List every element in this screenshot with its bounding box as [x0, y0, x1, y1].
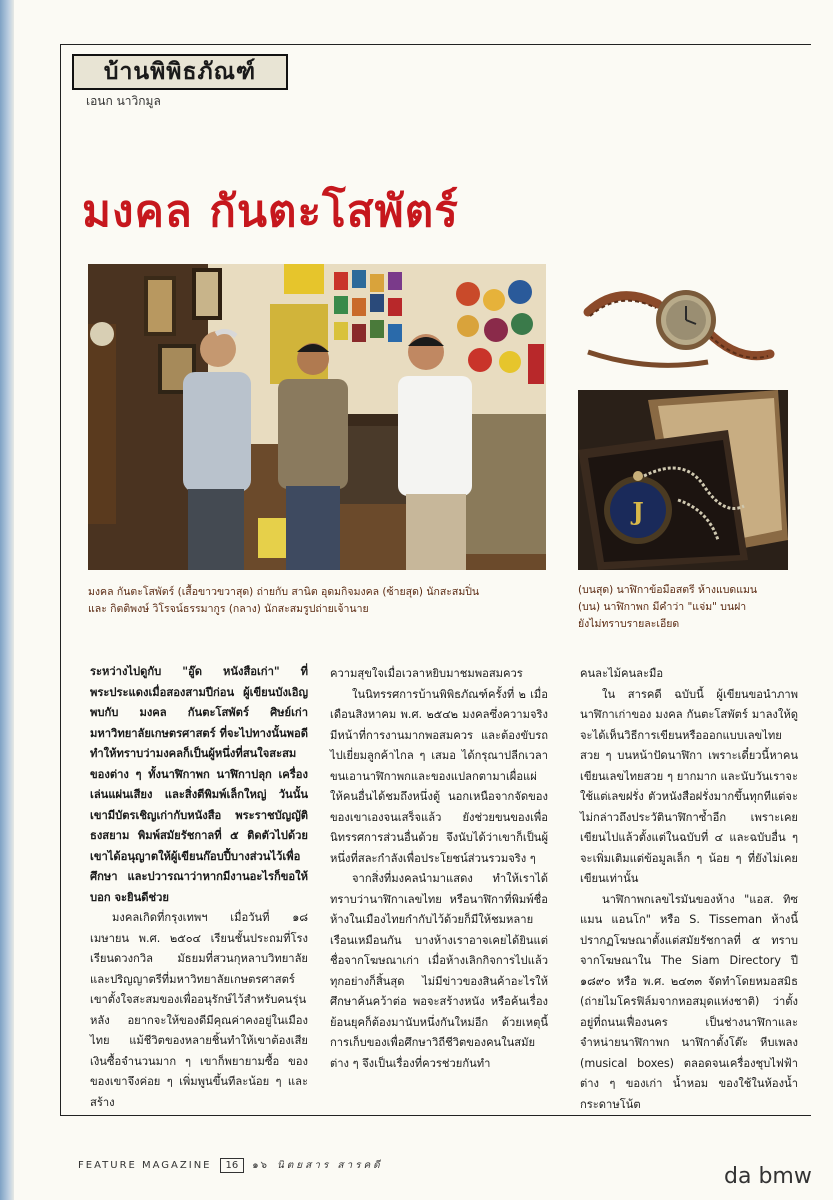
- caption-line: (บนสุด) นาฬิกาข้อมือสตรี ห้างแบดแมน: [578, 584, 758, 596]
- article-headline: มงคล กันตะโสพัตร์: [82, 186, 459, 237]
- article-column-3: [580, 664, 798, 1115]
- paragraph: มงคลเกิดที่กรุงเทพฯ เมื่อวันที่ ๑๘ เมษายน พ.ศ. ๒๕๐๔ เรียนชั้นประถมที่โรงเรียนดวงกวิล มัธยมที่สวนกุหลาบวิทยาลัย และปริญญาตรีที่มหาวิทยาลัยเกษตรศาสตร์ เขาตั้งใจสะสมของเพื่ออนุรักษ์ไว้สำหรับคนรุ่นหลัง อยากจะให้ของดีมีคุณค่าคงอยู่ในเมืองไทย แม้ชีวิตของหลายชิ้นทำให้เขาต้องเสียเงินซื้อจำนวนมาก ๆ เขาก็พยายามซื้อ ของของเขาจึงค่อย ๆ เพิ่มพูนขึ้นทีละน้อย ๆ และสร้าง: [90, 911, 308, 1109]
- paragraph: คนละไม้คนละมือ: [580, 667, 664, 680]
- paragraph: นาฬิกาพกเลขไรมันของห้าง "แอส. ทิซแมน แอนโก" หรือ S. Tisseman ห้างนี้ปรากฏโฆษณาตั้งแต่สมัยรัชกาลที่ ๕ ทราบจากโฆษณาใน The Siam Directory ปี ๑๘๙๐ หรือ พ.ศ. ๒๔๓๓ จัดทำโดยหมอสมิธ (ถ่ายไมโครฟิล์มจากหอสมุดแห่งชาติ) ว่าตั้งอยู่ที่ถนนเฟื่องนคร เป็นช่างนาฬิกาและจำหน่ายนาฬิกาพก นาฬิกาตั้งโต๊ะ หีบเพลง (musical boxes) ตลอดจนเครื่องชุบไฟฟ้าต่าง ๆ ของเก่า น้ำหอม ของใช้ในห้องน้ำ กระดาษโน้ต: [580, 892, 798, 1111]
- paragraph: ใน สารคดี ฉบับนี้ ผู้เขียนขอนำภาพนาฬิกาเก่าของ มงคล กันตะโสพัตร์ มาลงให้ดู จะได้เห็นวิธีการเขียนหรือออกแบบเลขไทยสวย ๆ บนหน้าปัดนาฬิกา เพราะเดี๋ยวนี้หาคนเขียนเลขไทยสวย ๆ ยากมาก และนับวันเราจะใช้แต่เลขฝรั่ง ตัวหนังสือฝรั่งมากขึ้นทุกทีแต่จะไม่กล่าวถึงประวัตินาฬิกาซ้ำอีก เพราะเคยเขียนไปแล้วตั้งแต่ในฉบับที่ ๔ และฉบับอื่น ๆ จะเพิ่มเติมแต่ข้อมูลเล็ก ๆ น้อย ๆ ที่ยังไม่เคยเขียนเท่านั้น: [580, 687, 798, 885]
- paragraph: จากสิ่งที่มงคลนำมาแสดง ทำให้เราได้ทราบว่านาฬิกาเลขไทย หรือนาฬิกาที่พิมพ์ชื่อห้างในเมืองไทยกำกับไว้ด้วยก็มีให้ชมหลายเรือนเหมือนกัน บางห้างเราอาจเคยได้ยินแต่ชื่อจากโฆษณาเก่า เมื่อห้างเลิกกิจการไปแล้วทุกอย่างก็สิ้นสุด ไม่มีข่าวของสินค้าอะไรให้ศึกษาค้นคว้าต่อ พอจะสร้างหนัง หรือค้นเรื่องย้อนยุคก็ต้องมานับหนึ่งกันใหม่อีก ด้วยเหตุนี้การเก็บของเพื่อศึกษาวิถีชีวิตของคนในสมัยต่าง ๆ จึงเป็นเรื่องที่ควรช่วยกันทำ: [330, 872, 548, 1070]
- page-number: 16: [220, 1158, 245, 1173]
- author-byline: เอนก นาวิกมูล: [86, 94, 161, 108]
- caption-line: และ กิตติพงษ์ วิโรจน์ธรรมากูร (กลาง) นักสะสมรูปถ่ายเจ้านาย: [88, 603, 369, 615]
- caption-line: ยังไม่ทราบรายละเอียด: [578, 618, 680, 630]
- section-label: บ้านพิพิธภัณฑ์: [72, 54, 288, 90]
- caption-line: มงคล กันตะโสพัตร์ (เสื้อขาวขวาสุด) ถ่ายกับ สานิต อุดมกิจมงคล (ซ้ายสุด) นักสะสมปิ่น: [88, 586, 480, 598]
- footer-magazine-label: FEATURE MAGAZINE: [78, 1160, 212, 1171]
- page-footer: [78, 1158, 383, 1173]
- page-number-thai: ๑๖: [252, 1160, 269, 1171]
- watermark-text: da bmw: [724, 1164, 812, 1189]
- article-column-2: [330, 664, 548, 1074]
- watch-photo-caption: [578, 582, 798, 633]
- paragraph: ระหว่างไปดูกับ "อู๊ด หนังสือเก่า" ที่พระประแดงเมื่อสองสามปีก่อน ผู้เขียนบังเอิญพบกับ มงคล กันตะโสพัตร์ ศิษย์เก่ามหาวิทยาลัยเกษตรศาสตร์ ที่จะไปทางนั้นพอดี ทำให้ทราบว่ามงคลก็เป็นผู้หนึ่งที่สนใจสะสมของต่าง ๆ ทั้งนาฬิกาพก นาฬิกาปลุก เครื่องเล่นแผ่นเสียง และสิ่งตีพิมพ์เล็กใหญ่ วันนั้นเขามีบัตรเชิญเก่ากับหนังสือ พระราชบัญญัติธงสยาม พิมพ์สมัยรัชกาลที่ ๕ ติดตัวไปด้วย เขาได้อนุญาตให้ผู้เขียนก๊อบปี้บางส่วนไว้เพื่อศึกษา และปวารณาว่าหากมีงานอะไรก็ขอให้บอก จะยินดีช่วย: [90, 665, 309, 904]
- svg-text:J: J: [632, 497, 644, 526]
- footer-magazine-name: นิตยสาร สารคดี: [276, 1160, 383, 1171]
- article-column-1: [90, 662, 308, 1113]
- paragraph: ในนิทรรศการบ้านพิพิธภัณฑ์ครั้งที่ ๒ เมื่อเดือนสิงหาคม พ.ศ. ๒๕๔๒ มงคลซึ่งความจริงมีหน้าที่การงานมากพอสมควร และต้องขับรถไปเยี่ยมลูกค้าไกล ๆ เสมอ ได้กรุณาปลีกเวลาขนเอานาฬิกาพกและของแปลกตามาเผื่อแผ่ให้คนอื่นได้ชมถึงหนึ่งตู้ นอกเหนือจากจัดของของเขาเองจนเสร็จแล้ว ยังช่วยขนของเพื่อนิทรรศการส่วนอื่นด้วย จึงนับได้ว่าเขาก็เป็นผู้หนึ่งที่สละกำลังเพื่อประโยชน์ส่วนรวมจริง ๆ: [330, 687, 548, 865]
- main-photo-caption: [88, 584, 558, 618]
- caption-line: (บน) นาฬิกาพก มีคำว่า "แจ่ม" บนฝา: [578, 601, 747, 613]
- wristwatch-photo-icon: [578, 272, 778, 380]
- page-edge: [0, 0, 14, 1200]
- museum-photo-icon: [88, 264, 546, 570]
- paragraph: ความสุขใจเมื่อเวลาหยิบมาชมพอสมควร: [330, 667, 523, 680]
- pocket-watch-photo-icon: [578, 390, 788, 570]
